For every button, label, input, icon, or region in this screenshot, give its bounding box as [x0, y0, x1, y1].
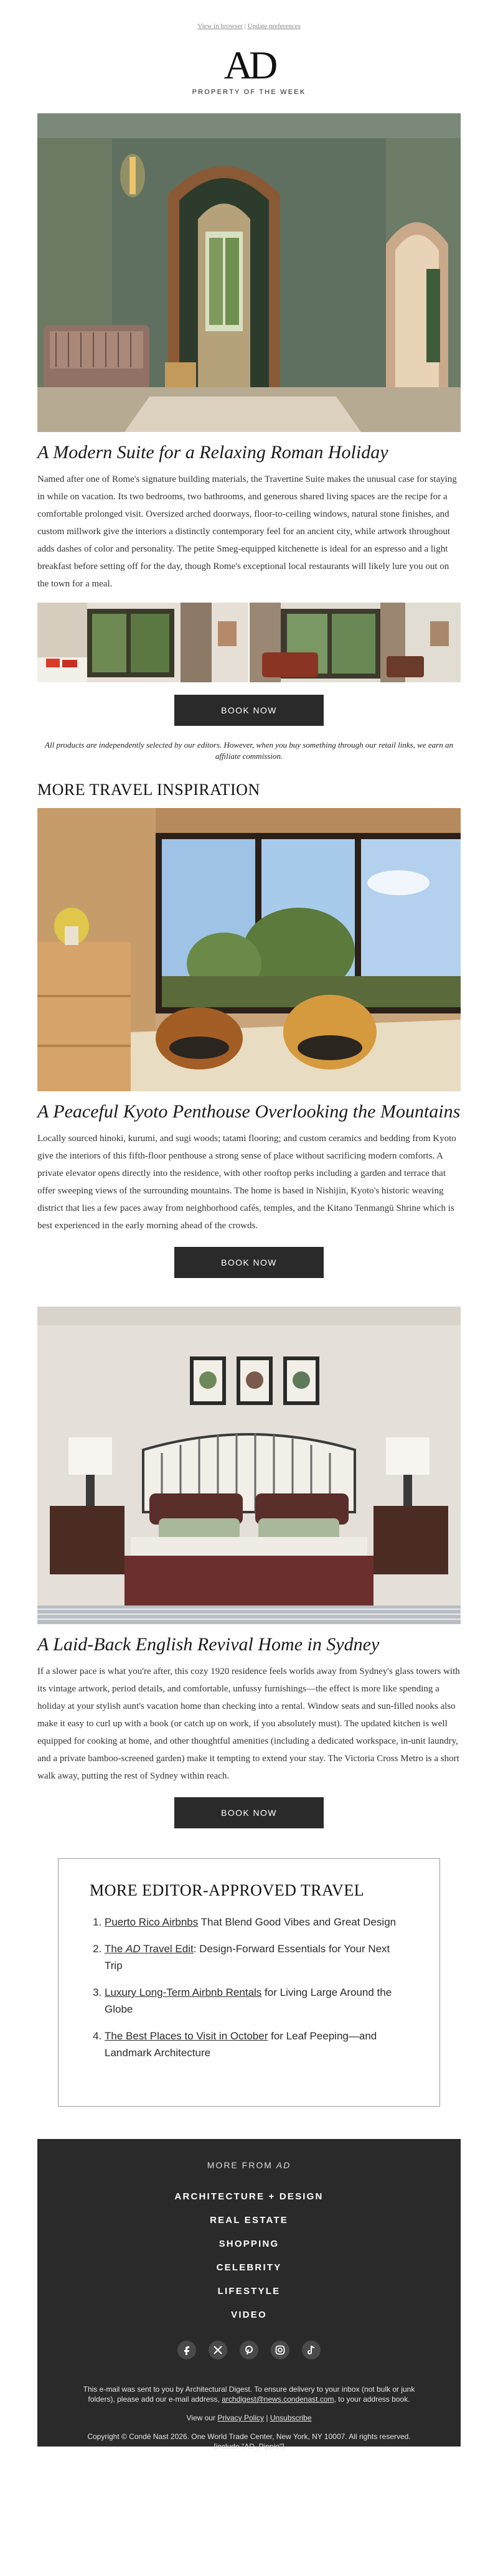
footer-notice-end: , to your address book.	[334, 2395, 410, 2404]
footer-nav-video[interactable]: VIDEO	[231, 2310, 267, 2320]
top-links	[0, 0, 498, 34]
x-icon[interactable]	[209, 2341, 227, 2359]
editor-link-travel-edit[interactable]	[105, 1943, 194, 1955]
more-from-brand: AD	[276, 2160, 291, 2170]
sydney-body: If a slower pace is what you're after, this cozy 1920 residence feels worlds away from Sydney's glass towers with its vintage artwork, period details, and comfortable, unfussy furnishings—the effect is more like spending a holiday at your stylish aunt's vacation home than checking into a rental. Window seats and sun-filled nooks also make it easy to curl up with a book (or catch up on work, if you absolutely must). The updated kitchen is well equipped for cooking at home, and other thoughtful amenities (including a dedicated workspace, in-unit laundry, and a private bamboo-screened garden) make it tempting to extend your stay. The Victoria Cross Metro is a short walk away, putting the rest of Sydney within reach.	[37, 1666, 460, 1781]
editor-item-text: That Blend Good Vibes and Great Design	[198, 1916, 397, 1928]
editor-link-puerto-rico[interactable]: Puerto Rico Airbnbs	[105, 1916, 199, 1928]
book-now-button-rome[interactable]: BOOK NOW	[174, 695, 324, 726]
footer-email-link[interactable]: archdigest@news.condenast.com	[222, 2395, 334, 2404]
ad-logo[interactable]: AD	[223, 43, 275, 87]
editor-item-text: : Design-Forward Essentials for Your Next Trip	[105, 1943, 390, 1972]
logo-tagline: PROPERTY OF THE WEEK	[192, 88, 306, 96]
editor-list	[90, 1914, 408, 2061]
main-content	[37, 113, 461, 2107]
social-links	[37, 2341, 461, 2359]
editor-list-item	[105, 2028, 408, 2061]
feature-photo-bedroom[interactable]	[37, 603, 248, 682]
footer-notice-text: This e-mail was sent to you by Architectural Digest. To ensure delivery to your inbox (not bulk or junk folders), please add our e-mail address,	[83, 2385, 415, 2404]
kyoto-body: Locally sourced hinoki, kurumi, and sugi woods; tatami flooring; and custom ceramics and bedding from Kyoto give the interiors of this fifth-floor penthouse a strong sense of place without sacrificing modern comforts. A private elevator opens directly into the residence, with other rooftop perks including a garden and terrace that offer sweeping views of the surrounding mountains. The home is based in Nishijin, Kyoto's historic weaving district that lies a few paces away from neighborhood cafés, temples, and the Kitano Tenmangū Shrine which is best experienced in the early morning ahead of the crowds.	[37, 1134, 456, 1231]
feature-gallery	[37, 603, 461, 682]
footer-nav-celebrity[interactable]: CELEBRITY	[216, 2262, 282, 2273]
editor-item-text: for Leaf Peeping—and Landmark Architecture	[105, 2030, 377, 2059]
footer-policy-line	[37, 2413, 461, 2423]
footer-nav	[37, 2185, 461, 2327]
editor-approved-box	[58, 1858, 440, 2107]
top-links-separator: |	[244, 22, 246, 30]
tiktok-icon[interactable]	[302, 2341, 321, 2359]
feature-cta-wrap	[37, 695, 461, 726]
footer-copyright: Copyright © Condé Nast 2026. One World Trade Center, New York, NY 10007. All rights reserved.[include "AD_Pippio"]	[87, 2432, 411, 2451]
travel-edit-brand: AD	[126, 1943, 141, 1955]
footer	[37, 2139, 461, 2451]
kyoto-cta-wrap	[37, 1247, 461, 1278]
editor-box-title: MORE EDITOR-APPROVED TRAVEL	[90, 1881, 365, 1899]
feature-title[interactable]: A Modern Suite for a Relaxing Roman Holiday	[37, 442, 388, 463]
feature-photo-living-room[interactable]	[250, 603, 461, 682]
footer-notice	[37, 2384, 461, 2404]
kyoto-penthouse-image[interactable]	[37, 808, 461, 1091]
footer-pipe: |	[266, 2414, 268, 2422]
sydney-home-image[interactable]	[37, 1307, 461, 1624]
footer-nav-lifestyle[interactable]: LIFESTYLE	[217, 2286, 281, 2296]
unsubscribe-link[interactable]: Unsubscribe	[270, 2414, 312, 2422]
editor-list-item	[105, 1984, 408, 2018]
kyoto-title[interactable]: A Peaceful Kyoto Penthouse Overlooking the Mountains	[37, 1101, 461, 1122]
feature-body: Named after one of Rome's signature building materials, the Travertine Suite makes the unusual case for staying in while on vacation. Its two bedrooms, two bathrooms, and generous shared living spaces are the recipe for a comfortable prolonged visit. Oversized arched doorways, floor-to-ceiling windows, natural stone finishes, and custom millwork give the interiors a distinctly contemporary feel for an ancient city, while artwork throughout adds dashes of color and personality. The petite Smeg-equipped kitchenette is ideal for an espresso and a light breakfast before setting off for the day, though Rome's exceptional local restaurants will likely lure you out on the town for a meal.	[37, 474, 457, 589]
travel-edit-pre: The	[105, 1943, 126, 1955]
book-now-button-kyoto[interactable]: BOOK NOW	[174, 1247, 324, 1278]
more-from-label: MORE FROM	[207, 2160, 273, 2170]
masthead	[0, 45, 498, 113]
affiliate-disclaimer: All products are independently selected by our editors. However, when you buy something through our retail links, we earn an affiliate commission.	[45, 740, 453, 761]
instagram-icon[interactable]	[271, 2341, 289, 2359]
editor-link-luxury-rentals[interactable]: Luxury Long-Term Airbnb Rentals	[105, 1986, 262, 1998]
editor-item-text: for Living Large Around the Globe	[105, 1986, 392, 2015]
editor-list-item	[105, 1914, 408, 1930]
sydney-title[interactable]: A Laid-Back English Revival Home in Sydney	[37, 1634, 380, 1655]
section-title: MORE TRAVEL INSPIRATION	[37, 781, 260, 799]
privacy-policy-link[interactable]: Privacy Policy	[217, 2414, 264, 2422]
facebook-icon[interactable]	[177, 2341, 196, 2359]
pinterest-icon[interactable]	[240, 2341, 258, 2359]
editor-list-item	[105, 1940, 408, 1974]
view-in-browser-link[interactable]: View in browser	[197, 22, 243, 30]
footer-nav-real-estate[interactable]: REAL ESTATE	[210, 2215, 288, 2226]
editor-box-wrap	[37, 1858, 461, 2107]
footer-view-our: View our	[186, 2414, 215, 2422]
rome-suite-illustration	[37, 113, 461, 432]
editor-link-best-places[interactable]: The Best Places to Visit in October	[105, 2030, 268, 2042]
travel-edit-post: Travel Edit	[140, 1943, 194, 1955]
hero-image-rome-suite[interactable]	[37, 113, 461, 432]
more-from-heading	[37, 2139, 461, 2170]
book-now-button-sydney[interactable]: BOOK NOW	[174, 1797, 324, 1828]
sydney-cta-wrap	[37, 1797, 461, 1828]
update-preferences-link[interactable]: Update preferences	[247, 22, 301, 30]
footer-nav-shopping[interactable]: SHOPPING	[218, 2239, 280, 2249]
footer-nav-architecture-design[interactable]: ARCHITECTURE + DESIGN	[174, 2191, 324, 2202]
